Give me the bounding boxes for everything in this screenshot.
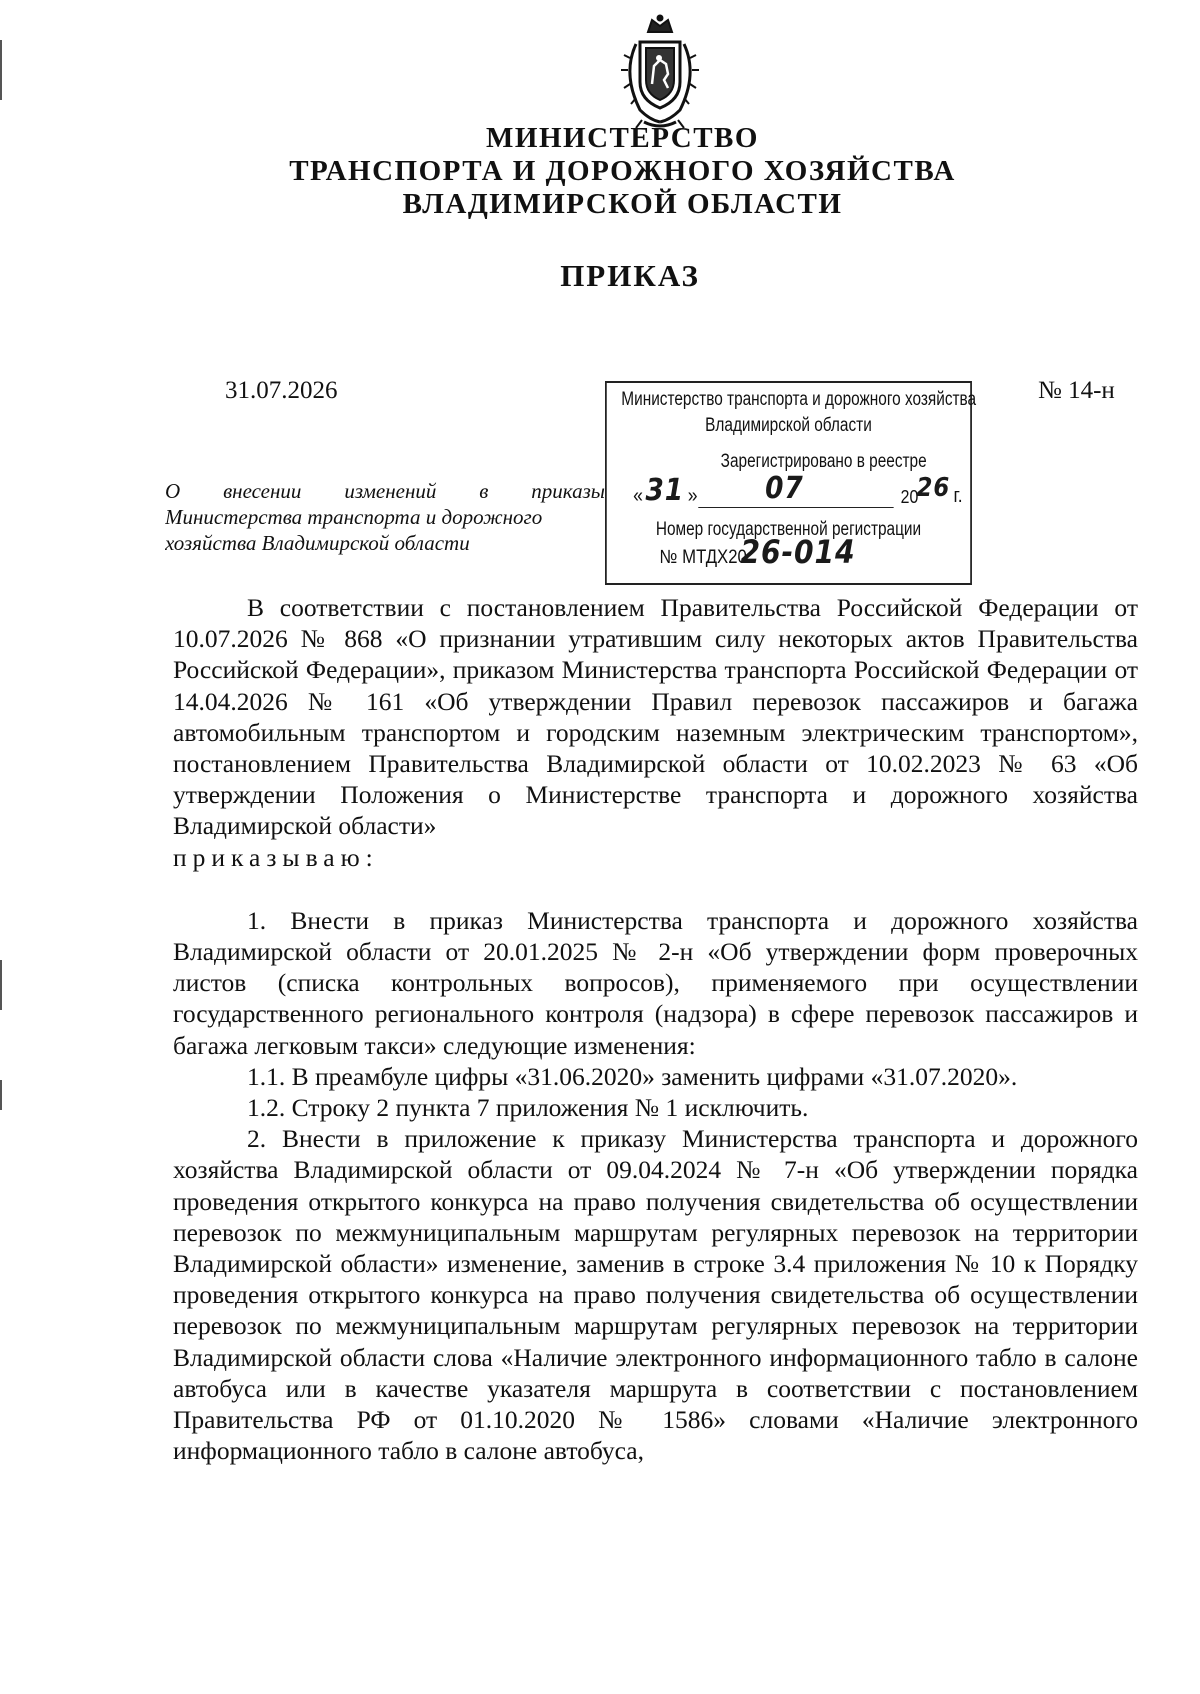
order-body (173, 592, 1138, 1466)
stamp-reg-number-row (659, 533, 942, 579)
stamp-year-unit: г. (953, 485, 963, 507)
stamp-quote-close: » (687, 485, 698, 507)
document-type-title: ПРИКАЗ (560, 258, 700, 293)
registration-stamp (605, 381, 977, 585)
item-1-2-paragraph: 1.2. Строку 2 пункта 7 приложения № 1 исключить. (247, 1093, 809, 1123)
scan-edge-mark (0, 960, 2, 1010)
subject-line-3: хозяйства Владимирской области (165, 531, 470, 555)
subject-line-2: Министерства транспорта и дорожного (165, 505, 543, 529)
item-1-1-paragraph: 1.1. В преамбуле цифры «31.06.2020» заменить цифрами «31.07.2020». (247, 1061, 1018, 1091)
item-2-paragraph: 2. Внести в приложение к приказу Министерства транспорта и дорожного хозяйства Владимирской области от 09.04.2024 № 7-н «Об утверждении порядка проведения открытого конкурса на право получения свидетельства об осуществлении перевозок по межмуниципальным маршрутам регулярных перевозок на территории Владимирской области» изменение, заменив в строке 3.4 приложения № 10 к Порядку проведения открытого конкурса на право получения свидетельства об осуществлении перевозок по межмуниципальным маршрутам регулярных перевозок на территории Владимирской области слова «Наличие электронного информационного табло в салоне автобуса или в качестве указателя маршрута в соответствии с постановлением Правительства РФ от 01.10.2020 № 1586» словами «Наличие электронного информационного табло в салоне автобуса, (173, 1124, 1138, 1466)
stamp-registered-label: Зарегистрировано в реестре (720, 451, 927, 472)
scan-edge-mark (0, 1080, 2, 1110)
scan-edge-mark (0, 40, 2, 100)
ministry-header (0, 122, 1200, 221)
item-1-paragraph: 1. Внести в приказ Министерства транспорта и дорожного хозяйства Владимирской области от 20.01.2025 № 2-н «Об утверждении форм проверочных листов (списка контрольных вопросов), применяемого при осуществлении государственного регионального контроля (надзора) в сфере перевозок пассажиров и багажа легковым такси» следующие изменения: (173, 905, 1138, 1060)
order-number: № 14-н (1038, 377, 1115, 404)
preamble-paragraph: В соответствии с постановлением Правительства Российской Федерации от 10.07.2026 № 868 «О признании утратившим силу некоторых актов Правительства Российской Федерации», приказом Министерства транспорта Российской Федерации от 14.04.2026 № 161 «Об утверждении Правил перевозок пассажиров и багажа автомобильным транспортом и городским наземным электрическим транспортом», постановлением Правительства Владимирской области от 10.02.2023 № 63 «Об утверждении Положения о Министерстве транспорта и дорожного хозяйства Владимирской области» (173, 593, 1138, 841)
stamp-month-handwritten: 07 (765, 471, 804, 506)
stamp-reg-number-label: Номер государственной регистрации (655, 519, 922, 540)
stamp-day-handwritten: 31 (645, 473, 684, 508)
stamp-org-line-2: Владимирской области (705, 415, 872, 436)
stamp-reg-prefix: № МТДХ20 (659, 547, 747, 568)
stamp-date-row (633, 471, 985, 515)
subject-line-1: О внесении изменений в приказы (165, 479, 605, 503)
paragraph-gap (173, 873, 1138, 905)
stamp-quote-open: « (633, 485, 643, 507)
header-line-2: ТРАНСПОРТА И ДОРОЖНОГО ХОЗЯЙСТВА (289, 155, 956, 187)
order-word: приказываю: (173, 842, 379, 872)
stamp-org-line-1: Министерство транспорта и дорожного хозяйства (621, 389, 977, 410)
order-subject (165, 478, 605, 556)
coat-of-arms-emblem (610, 14, 710, 134)
stamp-year-handwritten: 26 (916, 473, 951, 503)
header-line-3: ВЛАДИМИРСКОЙ ОБЛАСТИ (402, 188, 843, 220)
stamp-month-underline (698, 507, 893, 508)
header-line-1: МИНИСТЕРСТВО (486, 122, 759, 154)
stamp-year-prefix: 20 (900, 487, 919, 507)
stamp-reg-handwritten: 26-014 (740, 533, 856, 571)
order-date: 31.07.2026 (225, 377, 338, 404)
